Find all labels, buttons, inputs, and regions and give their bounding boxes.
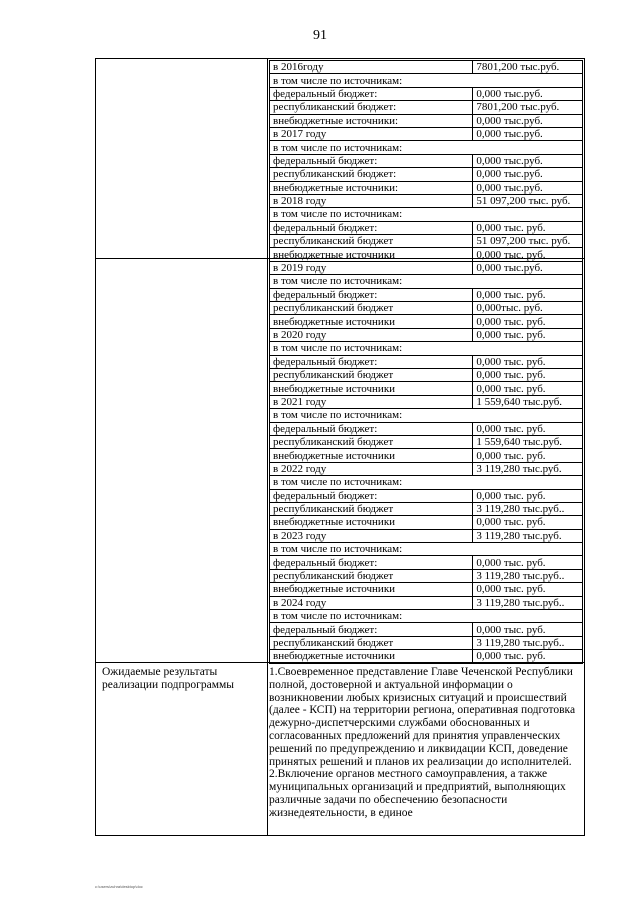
financing-value: 0,000 тыс.руб. [473,114,583,127]
financing-value: 0,000 тыс. руб. [473,556,583,569]
financing-label: в том числе по источникам: [270,543,583,556]
financing-value: 0,000 тыс. руб. [473,489,583,502]
financing-label: республиканский бюджет [270,636,473,649]
financing-row [270,382,583,395]
financing-value: 0,000 тыс. руб. [473,516,583,529]
financing-value: 0,000 тыс.руб. [473,168,583,181]
financing-row [270,288,583,301]
financing-row [270,636,583,649]
financing-label: федеральный бюджет: [270,556,473,569]
financing-value: 0,000 тыс. руб. [473,328,583,341]
financing-row [270,261,583,274]
financing-label: в том числе по источникам: [270,74,583,87]
financing-label: республиканский бюджет [270,569,473,582]
financing-row [270,543,583,556]
financing-value: 3 119,280 тыс.руб. [473,529,583,542]
financing-value: 0,000 тыс. руб. [473,315,583,328]
financing-value: 0,000 тыс.руб. [473,127,583,140]
financing-row [270,529,583,542]
financing-row [270,409,583,422]
financing-value: 3 119,280 тыс.руб.. [473,636,583,649]
financing-label: федеральный бюджет: [270,355,473,368]
financing-value: 0,000тыс. руб. [473,302,583,315]
financing-value: 0,000 тыс. руб. [473,368,583,381]
financing-label: внебюджетные источники [270,315,473,328]
financing-value: 3 119,280 тыс.руб.. [473,569,583,582]
results-paragraph: 2.Включение органов местного самоуправления, а также муниципальных организаций и предприятий, выполняющих различные задачи по обеспечению безопасности жизнедеятельности, в единое [269,768,566,819]
financing-label: федеральный бюджет: [270,489,473,502]
financing-label: республиканский бюджет [270,435,473,448]
financing-row [270,449,583,462]
financing-row [270,395,583,408]
financing-value: 0,000 тыс. руб. [473,382,583,395]
results-heading: Ожидаемые результаты реализации подпрограммы [102,666,235,691]
financing-value: 1 559,640 тыс.руб. [473,435,583,448]
financing-row [270,355,583,368]
financing-label: в том числе по источникам: [270,141,583,154]
financing-row [270,623,583,636]
financing-row [270,221,583,234]
financing-row [270,74,583,87]
financing-value: 0,000 тыс.руб. [473,261,583,274]
financing-row [270,168,583,181]
financing-value: 0,000 тыс.руб. [473,181,583,194]
results-paragraph: 1.Своевременное представление Главе Чеченской Республики полной, достоверной и актуальной информации о возникновении любых кризисных ситуаций и происшествий (далее - КСП) на территории региона, оперативная подготовка дежурно-диспетчерскими службами обоснованных и согласованных предложений для принятия управленческих решений по предупреждению и ликвидации КСП, доведение принятых решений и планов их реализации до исполнителей. [269,666,576,768]
financing-row [270,154,583,167]
financing-label: внебюджетные источники [270,583,473,596]
financing-value: 7801,200 тыс.руб. [473,61,583,74]
financing-value: 0,000 тыс. руб. [473,650,583,663]
financing-label: внебюджетные источники [270,516,473,529]
financing-label: федеральный бюджет: [270,623,473,636]
financing-label: в 2019 году [270,261,473,274]
financing-label: республиканский бюджет: [270,101,473,114]
financing-value: 0,000 тыс. руб. [473,288,583,301]
financing-value: 7801,200 тыс.руб. [473,101,583,114]
financing-value: 0,000 тыс.руб. [473,87,583,100]
financing-row [270,583,583,596]
financing-label: республиканский бюджет [270,302,473,315]
financing-value: 0,000 тыс. руб. [473,248,583,261]
financing-label: внебюджетные источники: [270,181,473,194]
financing-value: 0,000 тыс. руб. [473,422,583,435]
financing-row [270,127,583,140]
financing-row [270,302,583,315]
financing-row [270,208,583,221]
financing-label: федеральный бюджет: [270,221,473,234]
financing-label: в 2020 году [270,328,473,341]
financing-row [270,194,583,207]
financing-label: в 2024 году [270,596,473,609]
financing-label: республиканский бюджет: [270,168,473,181]
financing-row [270,610,583,623]
financing-value: 0,000 тыс. руб. [473,449,583,462]
financing-row [270,61,583,74]
financing-label: в том числе по источникам: [270,208,583,221]
financing-row [270,87,583,100]
financing-label: в том числе по источникам: [270,275,583,288]
financing-label: в 2017 году [270,127,473,140]
financing-row [270,181,583,194]
financing-row [270,422,583,435]
footer-file-path: c:\users\zuhra\desktop\doc [95,884,143,889]
financing-value: 3 119,280 тыс.руб. [473,462,583,475]
financing-label: федеральный бюджет: [270,154,473,167]
financing-label: республиканский бюджет [270,368,473,381]
financing-label: республиканский бюджет [270,235,473,248]
financing-label: внебюджетные источники [270,248,473,261]
financing-value: 0,000 тыс. руб. [473,221,583,234]
financing-row [270,368,583,381]
financing-row [270,489,583,502]
financing-row [270,462,583,475]
financing-label: в том числе по источникам: [270,610,583,623]
financing-row [270,569,583,582]
financing-value: 0,000 тыс. руб. [473,355,583,368]
financing-row [270,275,583,288]
financing-label: внебюджетные источники [270,382,473,395]
financing-row [270,235,583,248]
financing-row [270,114,583,127]
financing-row [270,248,583,261]
financing-label: федеральный бюджет: [270,87,473,100]
financing-row [270,101,583,114]
financing-value: 0,000 тыс. руб. [473,623,583,636]
results-text [269,666,585,820]
financing-row [270,476,583,489]
financing-table [269,60,583,664]
financing-label: в 2023 году [270,529,473,542]
financing-row [270,342,583,355]
financing-row [270,141,583,154]
financing-value: 3 119,280 тыс.руб.. [473,596,583,609]
financing-value: 51 097,200 тыс. руб. [473,235,583,248]
financing-label: в том числе по источникам: [270,409,583,422]
financing-label: внебюджетные источники: [270,114,473,127]
page-number: 91 [313,28,327,43]
financing-label: федеральный бюджет: [270,288,473,301]
financing-row [270,596,583,609]
financing-row [270,328,583,341]
financing-label: в 2016году [270,61,473,74]
financing-label: внебюджетные источники [270,650,473,663]
financing-row [270,315,583,328]
financing-label: в 2021 году [270,395,473,408]
financing-value: 0,000 тыс. руб. [473,583,583,596]
financing-value: 3 119,280 тыс.руб.. [473,502,583,515]
financing-label: внебюджетные источники [270,449,473,462]
financing-value: 0,000 тыс.руб. [473,154,583,167]
financing-row [270,650,583,663]
financing-label: федеральный бюджет: [270,422,473,435]
financing-label: в том числе по источникам: [270,476,583,489]
financing-row [270,516,583,529]
financing-row [270,435,583,448]
column-divider [267,59,268,835]
financing-label: в 2022 году [270,462,473,475]
financing-label: республиканский бюджет [270,502,473,515]
financing-row [270,556,583,569]
financing-value: 1 559,640 тыс.руб. [473,395,583,408]
financing-value: 51 097,200 тыс. руб. [473,194,583,207]
financing-label: в 2018 году [270,194,473,207]
financing-label: в том числе по источникам: [270,342,583,355]
financing-row [270,502,583,515]
